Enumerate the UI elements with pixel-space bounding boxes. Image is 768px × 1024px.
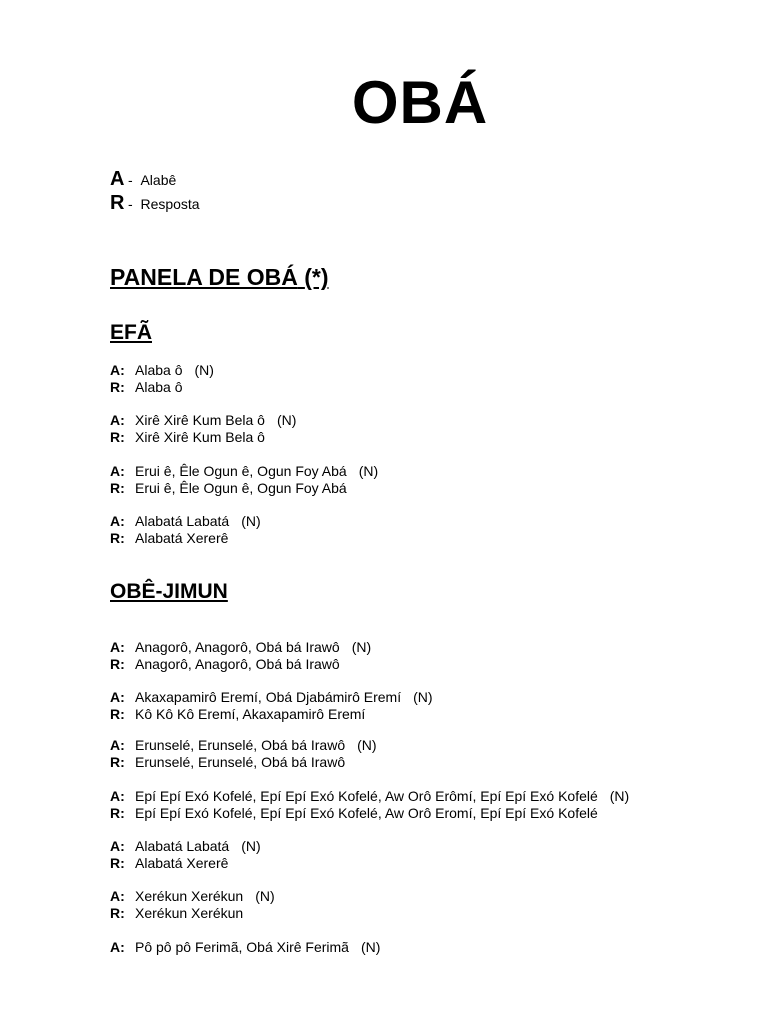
verse-line-a [110,463,378,480]
verse-block [110,939,380,956]
verse-block [110,639,371,673]
label-r: R: [110,429,125,445]
page-title: OBÁ [351,69,489,136]
label-r: R: [110,379,125,395]
verse-line-a [110,788,629,805]
label-a: A: [110,463,125,479]
verse-line-a [110,362,214,379]
verse-line-a [110,737,377,754]
verse-line-r [110,905,275,922]
verse-note: (N) [357,737,377,753]
verse-block [110,412,296,446]
verse-line-r [110,706,433,723]
label-a: A: [110,788,125,804]
label-r: R: [110,905,125,921]
label-a: A: [110,412,125,428]
verse-text: Xerékun Xerékun [135,905,244,921]
verse-note: (N) [609,788,630,804]
verse-line-r [110,855,261,872]
verse-note: (N) [360,939,381,955]
verse-line-a [110,412,296,429]
verse-text: Alabatá Xererê [135,530,229,546]
verse-text: Alaba ô [135,362,183,378]
legend-desc: Alabê [140,172,177,188]
verse-block [110,838,261,872]
verse-line-a [110,939,380,956]
verse-line-a [110,513,261,530]
verse-note: (N) [351,639,372,655]
verse-block [110,513,261,547]
verse-text: Erunselé, Erunselé, Obá bá Irawô [135,737,346,753]
verse-line-r [110,530,261,547]
verse-block [110,689,433,723]
verse-line-r [110,379,214,396]
verse-line-a [110,888,275,905]
label-r: R: [110,855,125,871]
verse-text: Xirê Xirê Kum Bela ô [135,412,265,428]
label-a: A: [110,888,125,904]
verse-note: (N) [241,838,261,854]
verse-note: (N) [358,463,379,479]
label-r: R: [110,754,125,770]
verse-text: Erui ê, Êle Ogun ê, Ogun Foy Abá [135,463,347,479]
label-a: A: [110,689,125,705]
verse-text: Xirê Xirê Kum Bela ô [135,429,265,445]
verse-text: Erui ê, Êle Ogun ê, Ogun Foy Abá [135,480,347,496]
label-r: R: [110,530,125,546]
verse-text: Epí Epí Exó Kofelé, Epí Epí Exó Kofelé, Aw Orô Erômí, Epí Epí Exó Kofelé [135,788,598,804]
legend-key: A [110,168,125,190]
label-r: R: [110,480,125,496]
legend-sep: - [128,196,133,212]
verse-block [110,788,629,822]
verse-text: Erunselé, Erunselé, Obá bá Irawô [135,754,346,770]
verse-text: Kô Kô Kô Eremí, Akaxapamirô Eremí [135,706,366,722]
legend-sep: - [128,172,133,188]
verse-text: Akaxapamirô Eremí, Obá Djabámirô Eremí [135,689,402,705]
verse-note: (N) [413,689,433,705]
label-a: A: [110,362,125,378]
verse-note: (N) [276,412,297,428]
verse-line-r [110,754,377,771]
verse-line-r [110,805,629,822]
verse-text: Alabatá Labatá [135,513,230,529]
legend-item-alabe [110,168,176,191]
section-heading-panela [110,264,329,291]
section-heading-obe-jimun: OBÊ-JIMUN [110,580,228,603]
verse-note: (N) [241,513,261,529]
section-title: PANELA DE OBÁ [110,264,298,290]
verse-line-a [110,689,433,706]
label-a: A: [110,939,125,955]
legend-item-resposta [110,192,200,215]
verse-block [110,362,214,396]
verse-text: Epí Epí Exó Kofelé, Epí Epí Exó Kofelé, Aw Orô Eromí, Epí Epí Exó Kofelé [135,805,598,821]
verse-text: Alaba ô [135,379,183,395]
verse-block [110,888,275,922]
verse-text: Pô pô pô Ferimã, Obá Xirê Ferimã [135,939,349,955]
verse-line-r [110,656,371,673]
label-r: R: [110,805,125,821]
legend-key: R [110,192,125,214]
label-r: R: [110,656,125,672]
section-heading-efa: EFÃ [110,321,152,344]
label-r: R: [110,706,125,722]
verse-block [110,737,377,771]
verse-text: Anagorô, Anagorô, Obá bá Irawô [135,639,340,655]
legend-desc: Resposta [140,196,200,212]
verse-note: (N) [194,362,214,378]
label-a: A: [110,838,125,854]
verse-text: Anagorô, Anagorô, Obá bá Irawô [135,656,340,672]
verse-note: (N) [255,888,275,904]
verse-block [110,463,378,497]
verse-line-r [110,480,378,497]
verse-line-r [110,429,296,446]
label-a: A: [110,513,125,529]
verse-line-a [110,838,261,855]
section-note: (*) [304,264,329,290]
verse-text: Alabatá Labatá [135,838,230,854]
verse-text: Alabatá Xererê [135,855,229,871]
verse-line-a [110,639,371,656]
label-a: A: [110,639,125,655]
verse-text: Xerékun Xerékun [135,888,244,904]
label-a: A: [110,737,125,753]
